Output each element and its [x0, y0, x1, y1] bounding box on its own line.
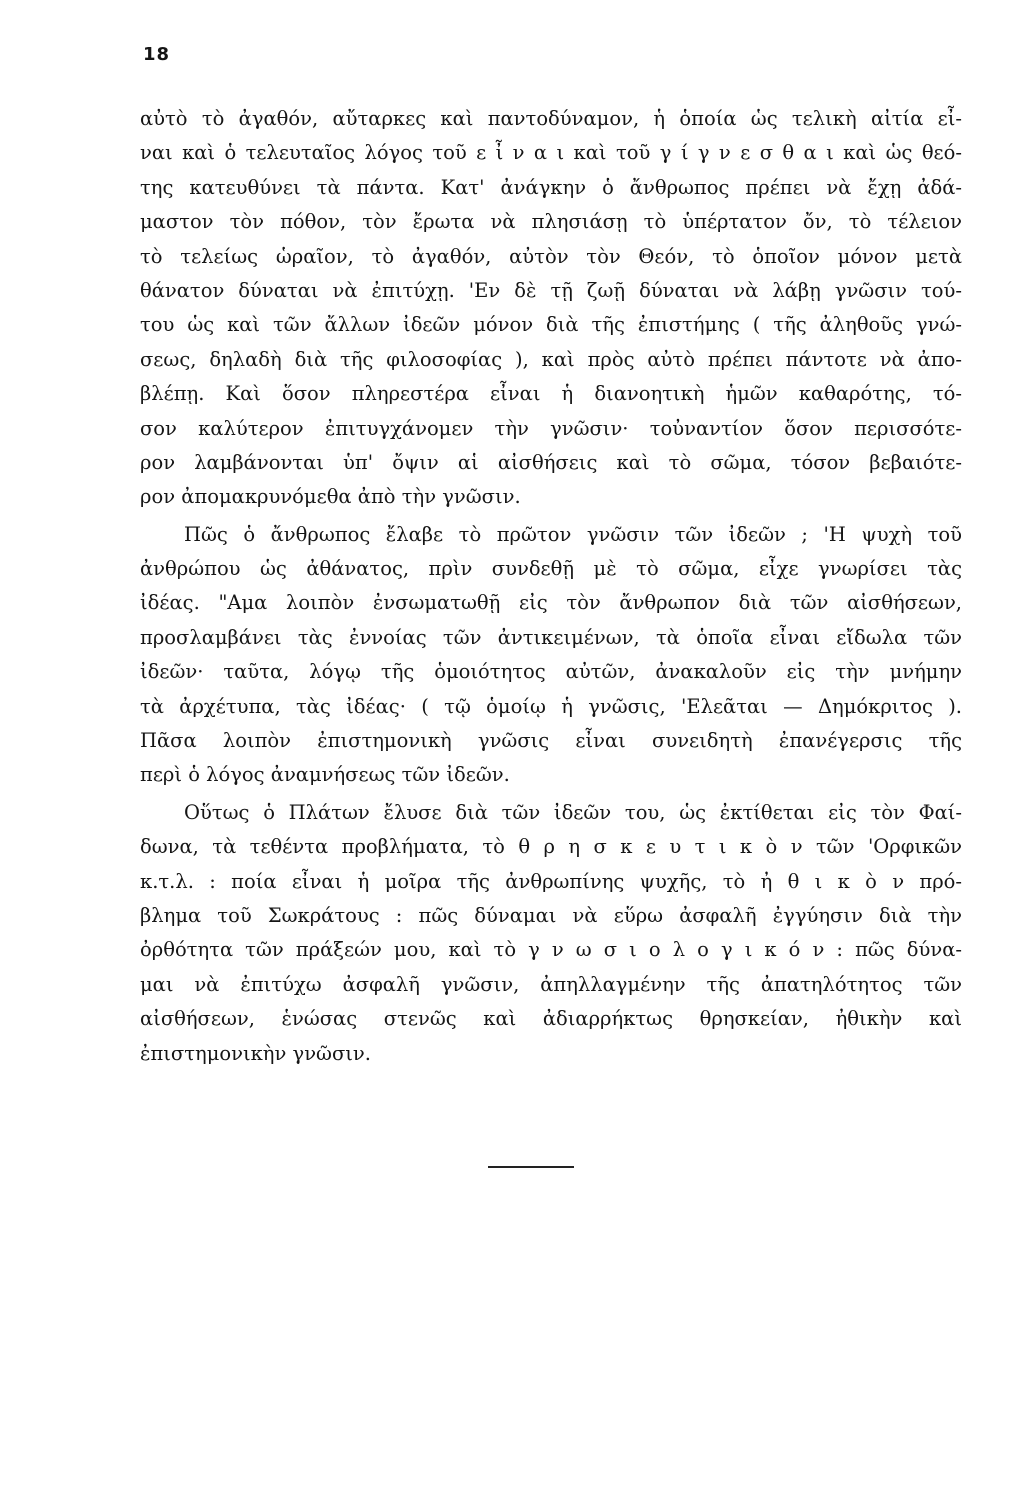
text-line: τὸ τελείως ὡραῖον, τὸ ἀγαθόν, αὐτὸν τὸν Θεόν, τὸ ὁποῖον μόνον μετὰ — [140, 244, 962, 268]
text-line: ναι καὶ ὁ τελευταῖος λόγος τοῦ ε ἶ ν α ι καὶ τοῦ γ ί γ ν ε σ θ α ι καὶ ὡς θεό- — [140, 141, 962, 165]
text-line: μαστον τὸν πόθον, τὸν ἔρωτα νὰ πλησιάσῃ τὸ ὑπέρτατον ὄν, τὸ τέλειον — [140, 210, 962, 234]
text-line: αἰσθήσεων, ἑνώσας στενῶς καὶ ἀδιαρρήκτως θρησκείαν, ἠθικὴν καὶ — [140, 1007, 962, 1031]
text-line: ἀνθρώπου ὡς ἀθάνατος, πρὶν συνδεθῇ μὲ τὸ σῶμα, εἶχε γνωρίσει τὰς — [140, 557, 962, 581]
text-line: προσλαμβάνει τὰς ἐννοίας τῶν ἀντικειμένων, τὰ ὁποῖα εἶναι εἴδωλα τῶν — [140, 625, 962, 649]
section-end-rule — [488, 1166, 574, 1168]
text-line: περὶ ὁ λόγος ἀναμνήσεως τῶν ἰδεῶν. — [140, 763, 510, 787]
paragraph-1 — [140, 102, 962, 515]
text-line: μαι νὰ ἐπιτύχω ἀσφαλῆ γνῶσιν, ἀπηλλαγμένην τῆς ἀπατηλότητος τῶν — [140, 972, 962, 996]
body-text — [140, 102, 962, 1071]
text-line: ρον λαμβάνονται ὑπ' ὄψιν αἱ αἰσθήσεις καὶ τὸ σῶμα, τόσον βεβαιότε- — [140, 450, 962, 474]
text-line: αὐτὸ τὸ ἀγαθόν, αὔταρκες καὶ παντοδύναμον, ἡ ὁποία ὡς τελικὴ αἰτία εἶ- — [140, 107, 962, 130]
text-line: κ.τ.λ. : ποία εἶναι ἡ μοῖρα τῆς ἀνθρωπίνης ψυχῆς, τὸ ἠ θ ι κ ὸ ν πρό- — [140, 869, 962, 893]
text-line: του ὡς καὶ τῶν ἄλλων ἰδεῶν μόνον διὰ τῆς ἐπιστήμης ( τῆς ἀληθοῦς γνώ- — [140, 313, 962, 337]
text-line: σον καλύτερον ἐπιτυγχάνομεν τὴν γνῶσιν· τοὐναντίον ὅσον περισσότε- — [140, 416, 962, 440]
text-line: σεως, δηλαδὴ διὰ τῆς φιλοσοφίας ), καὶ πρὸς αὐτὸ πρέπει πάντοτε νὰ ἀπο- — [140, 347, 962, 371]
page-number: 18 — [143, 44, 171, 65]
text-line: δωνα, τὰ τεθέντα προβλήματα, τὸ θ ρ η σ κ ε υ τ ι κ ὸ ν τῶν 'Ορφικῶν — [140, 835, 962, 859]
text-line: της κατευθύνει τὰ πάντα. Κατ' ἀνάγκην ὁ ἄνθρωπος πρέπει νὰ ἔχῃ ἀδά- — [140, 175, 962, 199]
text-line: ἰδεῶν· ταῦτα, λόγῳ τῆς ὁμοιότητος αὐτῶν, ἀνακαλοῦν εἰς τὴν μνήμην — [140, 660, 962, 684]
text-line: Πᾶσα λοιπὸν ἐπιστημονικὴ γνῶσις εἶναι συνειδητὴ ἐπανέγερσις τῆς — [140, 729, 962, 753]
text-line: θάνατον δύναται νὰ ἐπιτύχῃ. 'Εν δὲ τῇ ζωῇ δύναται νὰ λάβῃ γνῶσιν τού- — [140, 278, 962, 302]
text-line: ὀρθότητα τῶν πράξεών μου, καὶ τὸ γ ν ω σ ι ο λ ο γ ι κ ό ν : πῶς δύνα- — [140, 938, 962, 962]
paragraph-3 — [140, 796, 962, 1071]
text-line: ρον ἀπομακρυνόμεθα ἀπὸ τὴν γνῶσιν. — [140, 485, 521, 509]
paragraph-2 — [140, 518, 962, 793]
text-line: τὰ ἀρχέτυπα, τὰς ἰδέας· ( τῷ ὁμοίῳ ἡ γνῶσις, 'Ελεᾶται — Δημόκριτος ). — [140, 694, 962, 718]
text-line: ἐπιστημονικὴν γνῶσιν. — [140, 1041, 371, 1065]
text-line: Πῶς ὁ ἄνθρωπος ἔλαβε τὸ πρῶτον γνῶσιν τῶν ἰδεῶν ; 'Η ψυχὴ τοῦ — [184, 522, 962, 546]
text-line: Οὕτως ὁ Πλάτων ἔλυσε διὰ τῶν ἰδεῶν του, ὡς ἐκτίθεται εἰς τὸν Φαί- — [184, 800, 962, 824]
text-line: βλημα τοῦ Σωκράτους : πῶς δύναμαι νὰ εὕρω ἀσφαλῆ ἐγγύησιν διὰ τὴν — [140, 903, 962, 927]
text-line: ἰδέας. "Αμα λοιπὸν ἐνσωματωθῇ εἰς τὸν ἄνθρωπον διὰ τῶν αἰσθήσεων, — [140, 591, 962, 615]
text-line: βλέπῃ. Καὶ ὅσον πληρεστέρα εἶναι ἡ διανοητικὴ ἡμῶν καθαρότης, τό- — [140, 382, 962, 406]
